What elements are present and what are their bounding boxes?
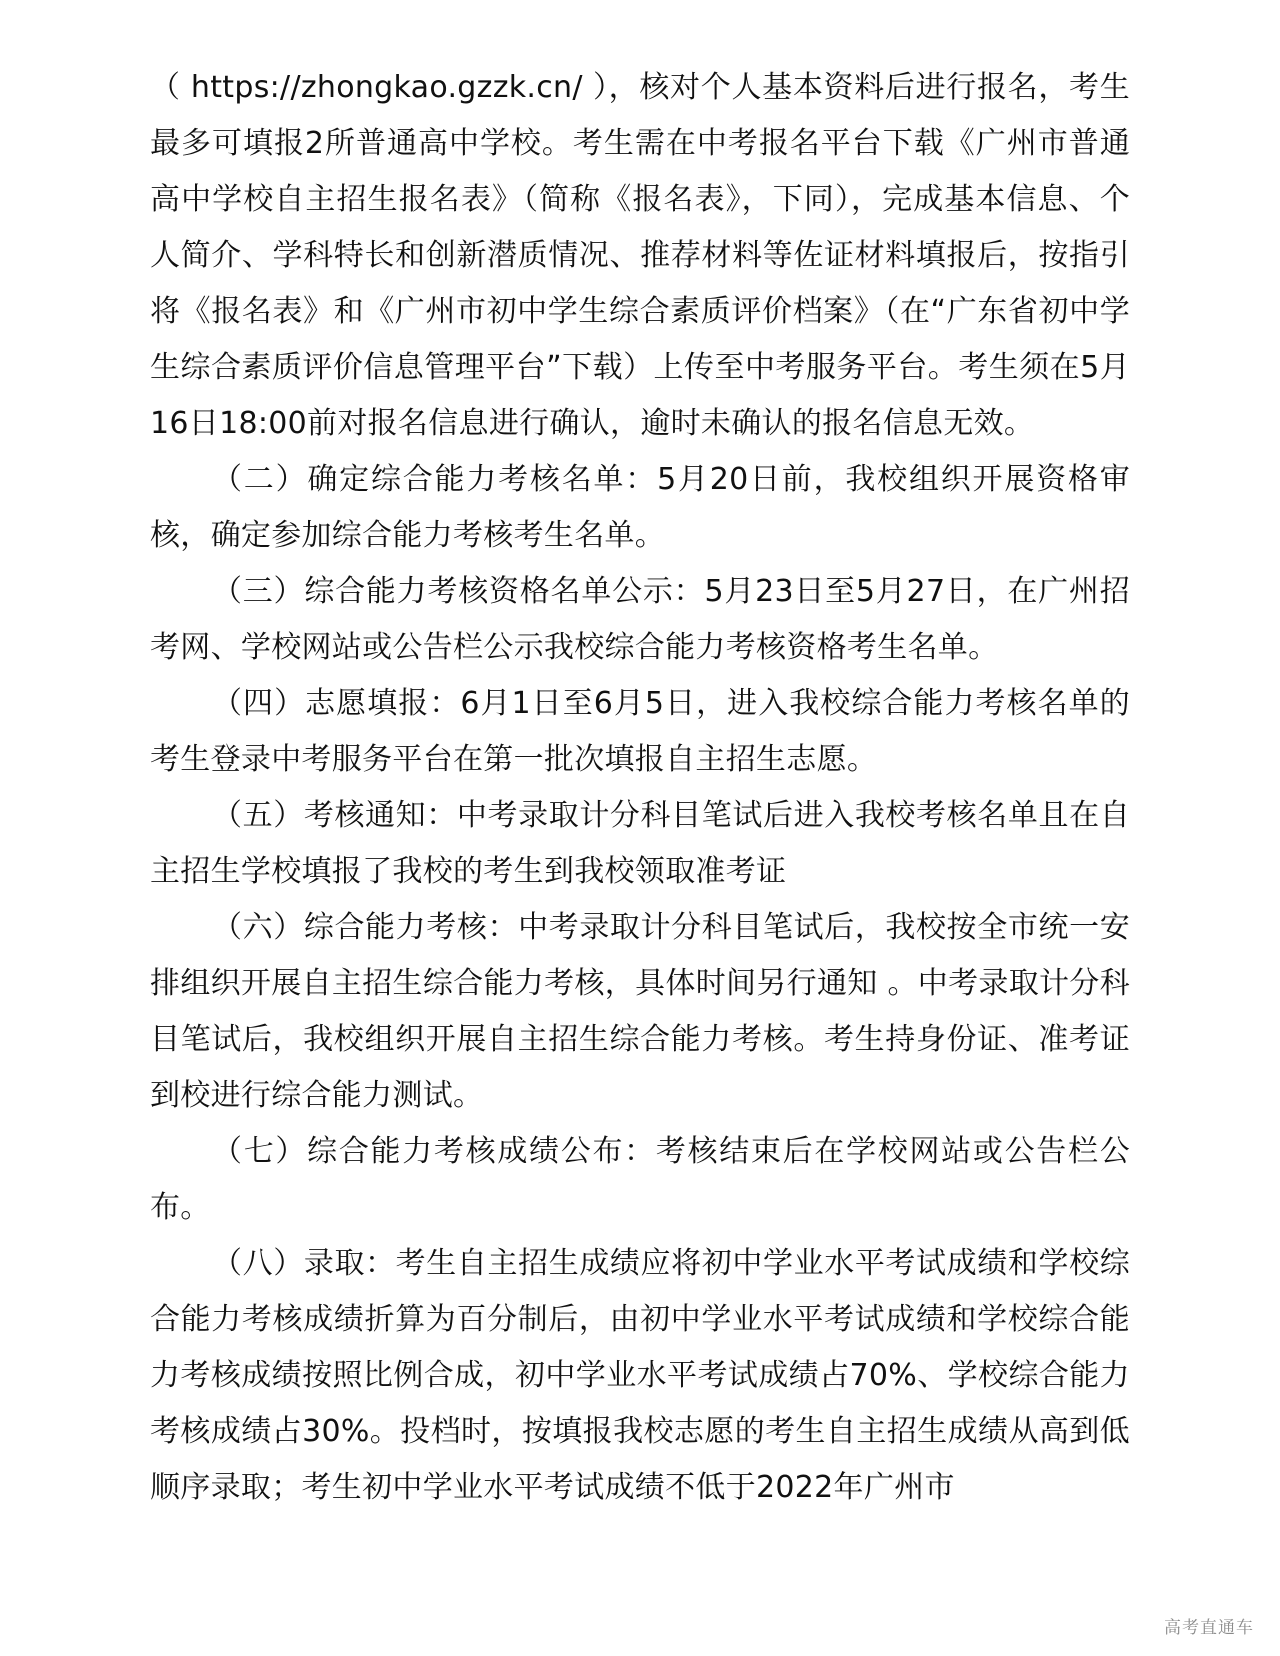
paragraph-step-3-publicity: （三）综合能力考核资格名单公示：5月23日至5月27日，在广州招考网、学校网站或公告栏公示我校综合能力考核资格考生名单。 xyxy=(150,574,1130,665)
paragraph-step-8-admission: （八）录取：考生自主招生成绩应将初中学业水平考试成绩和学校综合能力考核成绩折算为百分制后，由初中学业水平考试成绩和学校综合能力考核成绩按照比例合成，初中学业水平考试成绩占70%、学校综合能力考核成绩占30%。投档时，按填报我校志愿的考生自主招生成绩从高到低顺序录取；考生初中学业水平考试成绩不低于2022年广州市 xyxy=(150,1246,1130,1505)
paragraph-step-5-notice: （五）考核通知：中考录取计分科目笔试后进入我校考核名单且在自主招生学校填报了我校的考生到我校领取准考证 xyxy=(150,798,1130,889)
watermark-text: 高考直通车 xyxy=(1164,1618,1254,1638)
paragraph-step-4-application: （四）志愿填报：6月1日至6月5日，进入我校综合能力考核名单的考生登录中考服务平台在第一批次填报自主招生志愿。 xyxy=(150,686,1130,777)
paragraph-step-2-list-confirmation: （二）确定综合能力考核名单：5月20日前，我校组织开展资格审核，确定参加综合能力考核考生名单。 xyxy=(150,462,1130,553)
paragraph-step-7-results: （七）综合能力考核成绩公布：考核结束后在学校网站或公告栏公布。 xyxy=(150,1134,1130,1225)
document-page xyxy=(150,60,1130,1516)
paragraph-step-6-assessment: （六）综合能力考核：中考录取计分科目笔试后，我校按全市统一安排组织开展自主招生综合能力考核，具体时间另行通知 。中考录取计分科目笔试后，我校组织开展自主招生综合能力考核。考生持身份证、准考证到校进行综合能力测试。 xyxy=(150,910,1130,1113)
paragraph-registration: （ https://zhongkao.gzzk.cn/ ），核对个人基本资料后进行报名，考生最多可填报2所普通高中学校。考生需在中考报名平台下载《广州市普通高中学校自主招生报名表》（简称《报名表》，下同），完成基本信息、个人简介、学科特长和创新潜质情况、推荐材料等佐证材料填报后，按指引将《报名表》和《广州市初中学生综合素质评价档案》（在“广东省初中学生综合素质评价信息管理平台”下载）上传至中考服务平台。考生须在5月16日18:00前对报名信息进行确认，逾时未确认的报名信息无效。 xyxy=(150,70,1130,441)
